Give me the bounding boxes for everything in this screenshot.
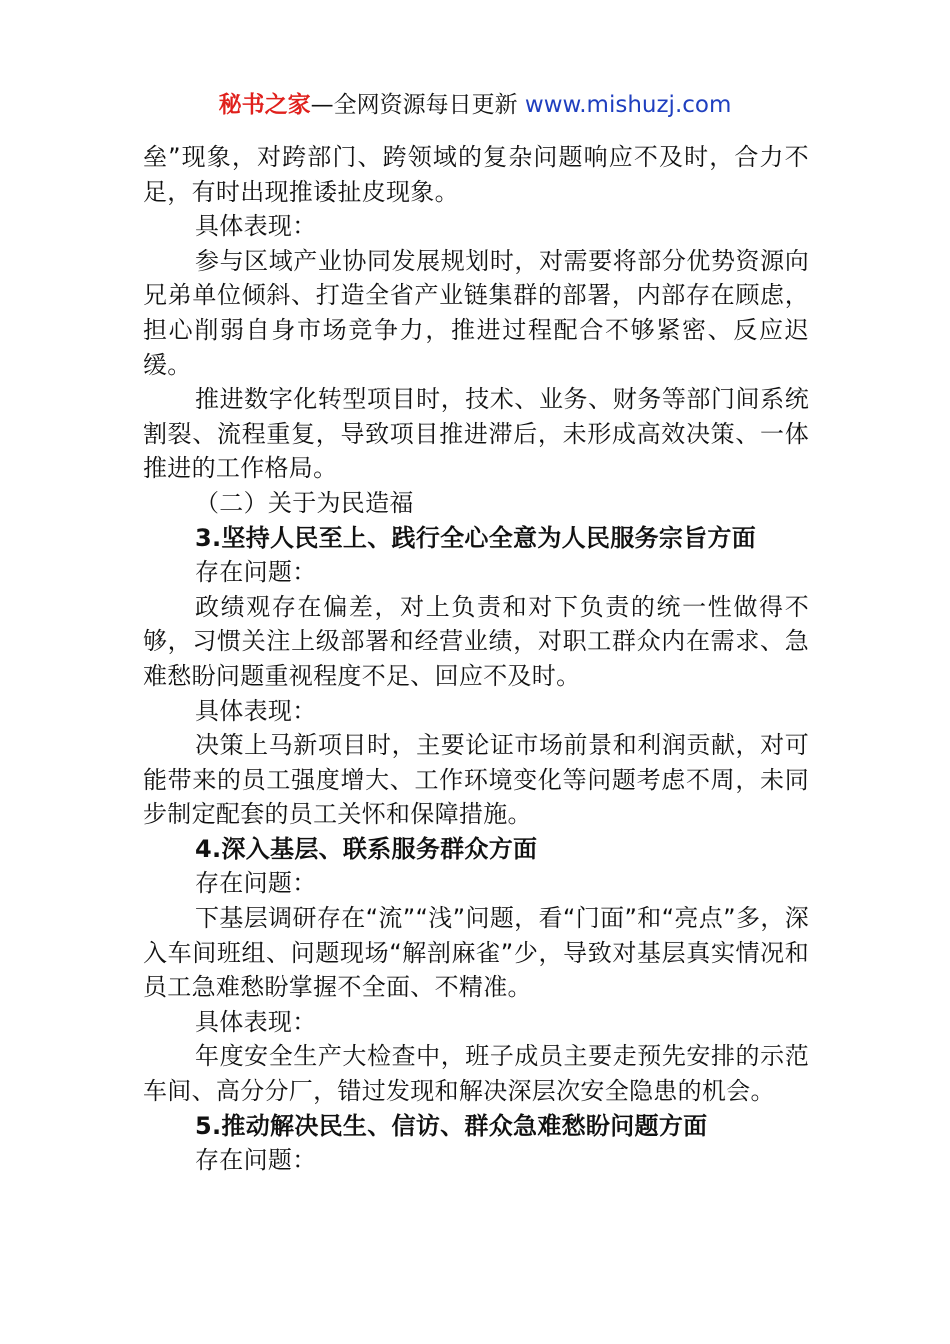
section-heading-4: 4.深入基层、联系服务群众方面 bbox=[195, 834, 538, 863]
body-paragraph: 政绩观存在偏差，对上负责和对下负责的统一性做得不够，习惯关注上级部署和经营业绩，对职工群众内在需求、急难愁盼问题重视程度不足、回应不及时。 bbox=[143, 592, 809, 690]
brand-name: 秘书之家 bbox=[218, 92, 311, 118]
body-paragraph: 下基层调研存在“流”“浅”问题，看“门面”和“亮点”多，深入车间班组、问题现场“解剖麻雀”少，导致对基层真实情况和员工急难愁盼掌握不全面、不精准。 bbox=[143, 904, 809, 1002]
section-heading-5: 5.推动解决民生、信访、群众急难愁盼问题方面 bbox=[195, 1111, 708, 1140]
label-specific-manifestation: 具体表现： bbox=[195, 212, 317, 241]
body-paragraph: 推进数字化转型项目时，技术、业务、财务等部门间系统割裂、流程重复，导致项目推进滞后，未形成高效决策、一体推进的工作格局。 bbox=[143, 385, 809, 483]
site-url[interactable]: www.mishuzj.com bbox=[524, 92, 732, 118]
body-paragraph: 决策上马新项目时，主要论证市场前景和利润贡献，对可能带来的员工强度增大、工作环境变化等问题考虑不周，未同步制定配套的员工关怀和保障措施。 bbox=[143, 731, 809, 829]
section-heading-3: 3.坚持人民至上、践行全心全意为人民服务宗旨方面 bbox=[195, 523, 757, 552]
section-subtitle: （二）关于为民造福 bbox=[195, 488, 414, 517]
document-body bbox=[143, 140, 809, 1178]
site-header bbox=[0, 88, 950, 122]
label-specific-manifestation: 具体表现： bbox=[195, 696, 317, 725]
header-tagline: —全网资源每日更新 bbox=[310, 92, 525, 118]
label-existing-problems: 存在问题： bbox=[195, 869, 317, 898]
label-existing-problems: 存在问题： bbox=[195, 558, 317, 587]
label-specific-manifestation: 具体表现： bbox=[195, 1007, 317, 1036]
body-paragraph: 参与区域产业协同发展规划时，对需要将部分优势资源向兄弟单位倾斜、打造全省产业链集群的部署，内部存在顾虑，担心削弱自身市场竞争力，推进过程配合不够紧密、反应迟缓。 bbox=[143, 246, 809, 379]
paragraph-continued: 垒”现象，对跨部门、跨领域的复杂问题响应不及时，合力不足，有时出现推诿扯皮现象。 bbox=[143, 143, 809, 206]
label-existing-problems: 存在问题： bbox=[195, 1146, 317, 1175]
body-paragraph: 年度安全生产大检查中，班子成员主要走预先安排的示范车间、高分分厂，错过发现和解决深层次安全隐患的机会。 bbox=[143, 1042, 809, 1106]
